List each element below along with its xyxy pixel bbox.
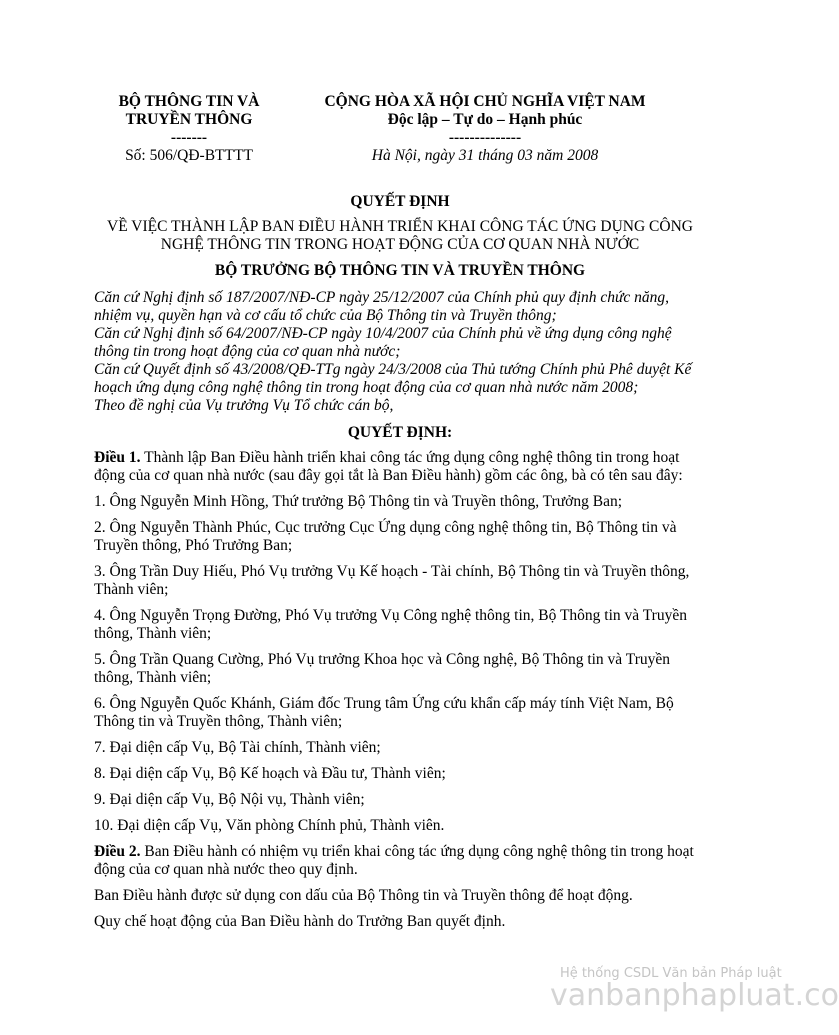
place-date: Hà Nội, ngày 31 tháng 03 năm 2008 (371, 147, 599, 164)
ministry-header (94, 93, 284, 147)
document-number: Số: 506/QĐ-BTTTT (125, 147, 253, 164)
country-name: CỘNG HÒA XÃ HỘI CHỦ NGHĨA VIỆT NAM (324, 93, 646, 110)
ministry-separator: ------- (170, 129, 208, 146)
ministry-name-line2: TRUYỀN THÔNG (125, 111, 253, 128)
member-item: 9. Đại diện cấp Vụ, Bộ Nội vụ, Thành viên; (94, 791, 365, 808)
article-1-label: Điều 1. (94, 449, 141, 466)
article-2-line-2: động của cơ quan nhà nước theo quy định. (94, 861, 358, 878)
article-2-label: Điều 2. (94, 843, 141, 860)
national-motto: Độc lập – Tự do – Hạnh phúc (387, 111, 583, 128)
member-item: 4. Ông Nguyễn Trọng Đường, Phó Vụ trưởng Vụ Công nghệ thông tin, Bộ Thông tin và Truyền (94, 607, 687, 624)
watermark-caption: Hệ thống CSDL Văn bản Pháp luật (560, 966, 782, 981)
article-1-line-2: động của cơ quan nhà nước (sau đây gọi tắt là Ban Điều hành) gồm các ông, bà có tên sau đây: (94, 467, 683, 484)
document-title: QUYẾT ĐỊNH (350, 193, 450, 210)
watermark-site: vanbanphapluat.co (550, 978, 839, 1013)
ministry-name-line1: BỘ THÔNG TIN VÀ (118, 93, 260, 110)
national-separator: -------------- (448, 129, 522, 146)
article-2-text: Ban Điều hành có nhiệm vụ triển khai công tác ứng dụng công nghệ thông tin trong hoạt (140, 843, 694, 860)
subject-line-2: NGHỆ THÔNG TIN TRONG HOẠT ĐỘNG CỦA CƠ QUAN NHÀ NƯỚC (160, 236, 640, 253)
preamble-line: hoạch ứng dụng công nghệ thông tin trong hoạt động của cơ quan nhà nước năm 2008; (94, 379, 639, 396)
member-item-cont: Truyền thông, Phó Trưởng Ban; (94, 537, 293, 554)
article-1-line-1 (94, 449, 714, 467)
member-item: 6. Ông Nguyễn Quốc Khánh, Giám đốc Trung tâm Ứng cứu khẩn cấp máy tính Việt Nam, Bộ (94, 695, 674, 712)
member-item: 3. Ông Trần Duy Hiếu, Phó Vụ trưởng Vụ Kế hoạch - Tài chính, Bộ Thông tin và Truyền thông, (94, 563, 690, 580)
member-item: 7. Đại diện cấp Vụ, Bộ Tài chính, Thành viên; (94, 739, 381, 756)
article-2-line-1 (94, 843, 714, 861)
article-2-paragraph: Ban Điều hành được sử dụng con dấu của Bộ Thông tin và Truyền thông để hoạt động. (94, 887, 633, 904)
member-item: 1. Ông Nguyễn Minh Hồng, Thứ trưởng Bộ Thông tin và Truyền thông, Trưởng Ban; (94, 493, 623, 510)
issuing-authority: BỘ TRƯỞNG BỘ THÔNG TIN VÀ TRUYỀN THÔNG (214, 262, 586, 279)
article-2-paragraph: Quy chế hoạt động của Ban Điều hành do Trưởng Ban quyết định. (94, 913, 506, 930)
decision-heading: QUYẾT ĐỊNH: (347, 424, 453, 441)
member-item-cont: Thông tin và Truyền thông, Thành viên; (94, 713, 343, 730)
preamble-line: nhiệm vụ, quyền hạn và cơ cấu tổ chức của Bộ Thông tin và Truyền thông; (94, 307, 557, 324)
article-1-text: Thành lập Ban Điều hành triển khai công tác ứng dụng công nghệ thông tin trong hoạt (140, 449, 680, 466)
member-item-cont: Thành viên; (94, 581, 169, 598)
member-item: 10. Đại diện cấp Vụ, Văn phòng Chính phủ, Thành viên. (94, 817, 445, 834)
national-header (300, 93, 670, 147)
preamble-line: Căn cứ Quyết định số 43/2008/QĐ-TTg ngày 24/3/2008 của Thủ tướng Chính phủ Phê duyệt Kế (94, 361, 692, 378)
preamble-line: Căn cứ Nghị định số 64/2007/NĐ-CP ngày 10/4/2007 của Chính phủ về ứng dụng công nghệ (94, 325, 672, 342)
member-item: 8. Đại diện cấp Vụ, Bộ Kế hoạch và Đầu tư, Thành viên; (94, 765, 446, 782)
preamble-line: Căn cứ Nghị định số 187/2007/NĐ-CP ngày 25/12/2007 của Chính phủ quy định chức năng, (94, 289, 670, 306)
member-item: 5. Ông Trần Quang Cường, Phó Vụ trưởng Khoa học và Công nghệ, Bộ Thông tin và Truyền (94, 651, 670, 668)
preamble-line: Theo đề nghị của Vụ trưởng Vụ Tổ chức cán bộ, (94, 397, 394, 414)
member-item-cont: thông, Thành viên; (94, 669, 212, 686)
preamble-line: thông tin trong hoạt động của cơ quan nhà nước; (94, 343, 401, 360)
subject-line-1: VỀ VIỆC THÀNH LẬP BAN ĐIỀU HÀNH TRIỂN KHAI CÔNG TÁC ỨNG DỤNG CÔNG (107, 218, 693, 235)
member-item: 2. Ông Nguyễn Thành Phúc, Cục trưởng Cục Ứng dụng công nghệ thông tin, Bộ Thông tin và (94, 519, 677, 536)
member-item-cont: thông, Thành viên; (94, 625, 212, 642)
